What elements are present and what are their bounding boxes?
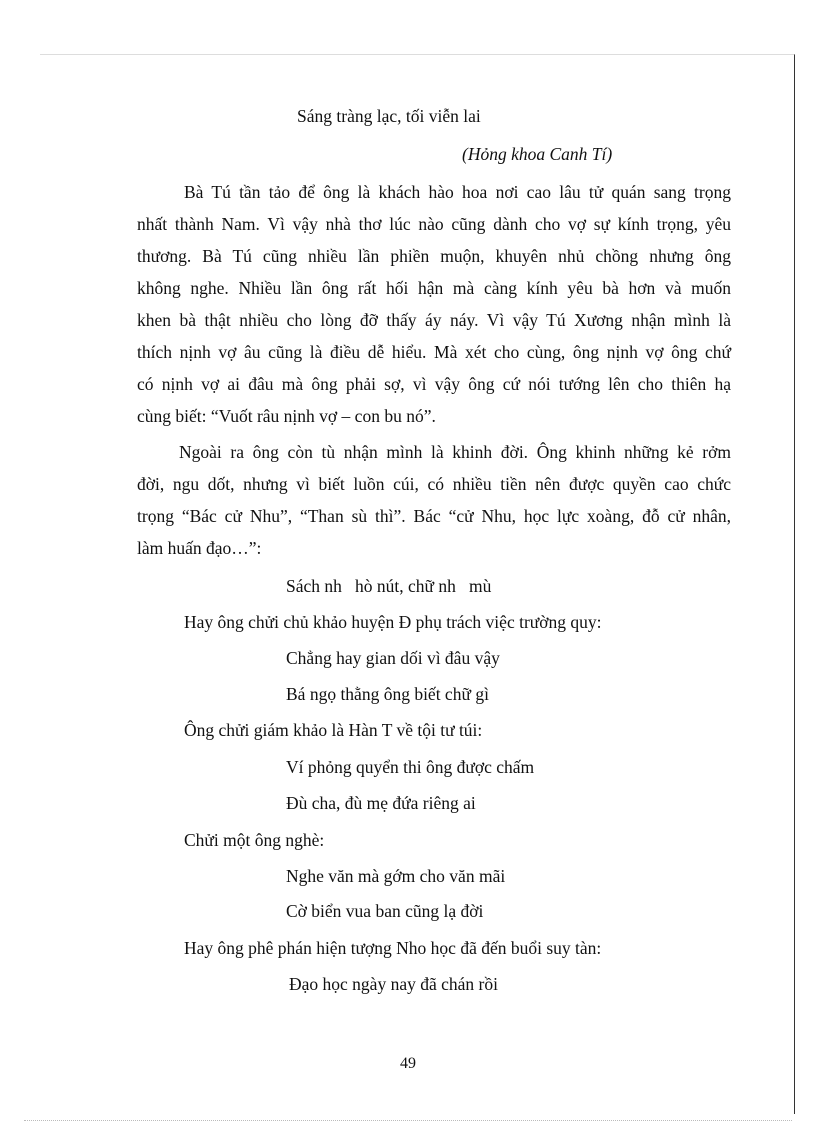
verse-line: Nghe văn mà gớm cho văn mãi (286, 866, 506, 886)
paragraph-line: thương. Bà Tú cũng nhiều lần phiền muộn, khuyên nhủ chồng nhưng ông (137, 246, 731, 266)
paragraph-line: đời, ngu dốt, nhưng vì biết luồn cúi, có nhiều tiền nên được quyền cao chức (137, 474, 731, 494)
page-number: 49 (400, 1055, 416, 1072)
poem-source: (Hỏng khoa Canh Tí) (462, 144, 613, 164)
verse-line: Chẳng hay gian dối vì đâu vậy (286, 648, 500, 668)
poem-line: Sáng tràng lạc, tối viễn lai (297, 106, 481, 126)
intro-line: Ông chửi giám khảo là Hàn T về tội tư túi: (184, 720, 483, 740)
verse-line: Đạo học ngày nay đã chán rồi (289, 974, 498, 994)
verse-line: Đù cha, đù mẹ đứa riêng ai (286, 793, 476, 813)
verse-line: Cờ biển vua ban cũng lạ đời (286, 901, 484, 921)
paragraph-line: khen bà thật nhiều cho lòng đỡ thấy áy náy. Vì vậy Tú Xương nhận mình là (137, 310, 731, 330)
intro-line: Chửi một ông nghè: (184, 830, 325, 850)
verse-line: Ví phỏng quyển thi ông được chấm (286, 757, 535, 777)
paragraph-line: không nghe. Nhiều lần ông rất hối hận mà càng kính yêu bà hơn và muốn (137, 278, 731, 298)
paragraph-line: nhất thành Nam. Vì vậy nhà thơ lúc nào cũng dành cho vợ sự kính trọng, yêu (137, 214, 731, 234)
paragraph-line: Ngoài ra ông còn tù nhận mình là khinh đời. Ông khinh những kẻ rởm (179, 442, 731, 462)
verse-line: Sách nh hò nút, chữ nh mù (286, 576, 492, 596)
paragraph-line: trọng “Bác cử Nhu”, “Than sù thì”. Bác “cử Nhu, học lực xoàng, đỗ cử nhân, (137, 506, 731, 526)
paragraph-line: cùng biết: “Vuốt râu nịnh vợ – con bu nó”. (137, 406, 436, 426)
intro-line: Hay ông phê phán hiện tượng Nho học đã đến buổi suy tàn: (184, 938, 602, 958)
intro-line: Hay ông chửi chủ khảo huyện Đ phụ trách việc trường quy: (184, 612, 602, 632)
bottom-divider (24, 1120, 792, 1121)
paragraph-line: Bà Tú tần tảo để ông là khách hào hoa nơi cao lâu tử quán sang trọng (184, 182, 731, 202)
paragraph-line: làm huấn đạo…”: (137, 538, 262, 558)
paragraph-line: có nịnh vợ ai đâu mà ông phải sợ, vì vậy ông cứ nói tướng lên cho thiên hạ (137, 374, 731, 394)
paragraph-line: thích nịnh vợ âu cũng là điều dễ hiểu. Mà xét cho cùng, ông nịnh vợ ông chứ (137, 342, 731, 362)
verse-line: Bá ngọ thằng ông biết chữ gì (286, 684, 489, 704)
